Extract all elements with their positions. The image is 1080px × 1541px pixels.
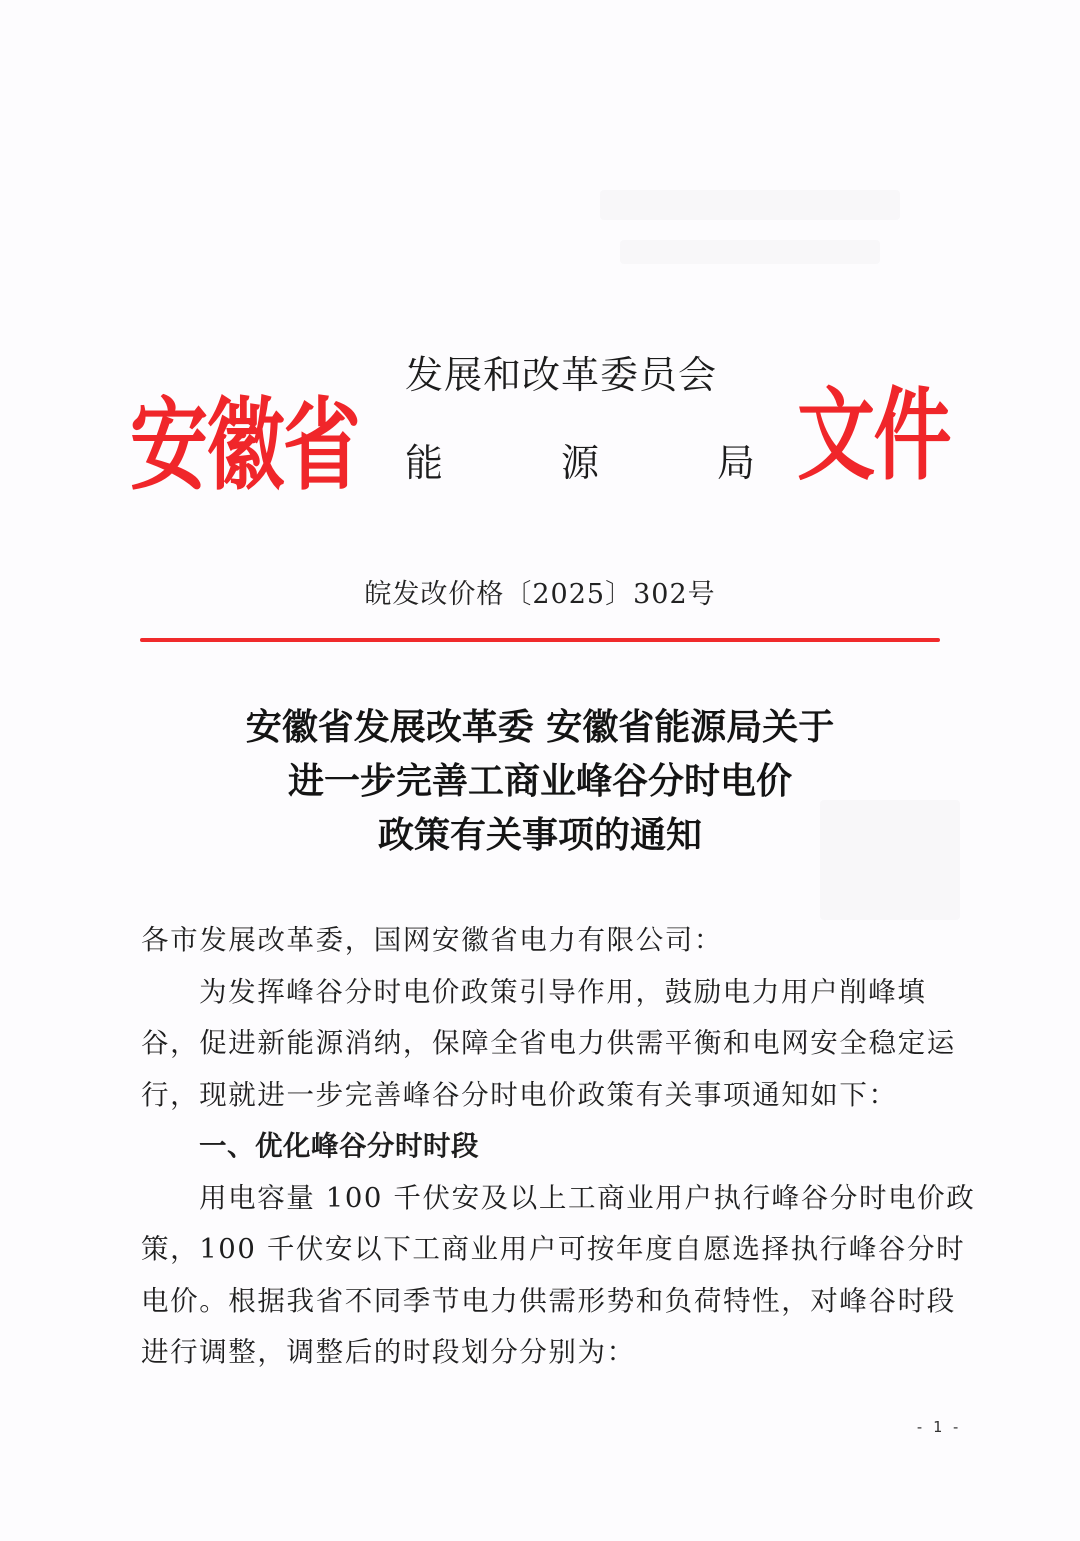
masthead-org-char: 能 bbox=[405, 441, 444, 485]
masthead-province: 安徽省 bbox=[130, 386, 360, 504]
paragraph-line: 进行调整，调整后的时段划分分别为： bbox=[141, 1336, 636, 1368]
masthead-org-char: 局 bbox=[716, 441, 755, 485]
masthead-org-char: 源 bbox=[560, 441, 599, 485]
document-title bbox=[0, 700, 1080, 862]
paragraph-line: 为发挥峰谷分时电价政策引导作用，鼓励电力用户削峰填 bbox=[199, 975, 927, 1008]
bleed-through-texture bbox=[620, 240, 880, 264]
title-line: 安徽省发展改革委 安徽省能源局关于 bbox=[245, 706, 835, 748]
paragraph-line: 电价。根据我省不同季节电力供需形势和负荷特性，对峰谷时段 bbox=[141, 1284, 956, 1317]
paragraph-line: 谷，促进新能源消纳，保障全省电力供需平衡和电网安全稳定运 bbox=[141, 1027, 956, 1059]
masthead bbox=[0, 340, 1080, 520]
paragraph-line: 行，现就进一步完善峰谷分时电价政策有关事项通知如下： bbox=[141, 1078, 898, 1111]
masthead-doc-type: 文件 bbox=[797, 376, 950, 494]
salutation: 各市发展改革委，国网安徽省电力有限公司： bbox=[141, 924, 723, 956]
document-number: 皖发改价格〔2025〕302号 bbox=[364, 579, 716, 610]
masthead-org-name-2 bbox=[405, 438, 755, 488]
title-line: 政策有关事项的通知 bbox=[377, 814, 702, 856]
title-line: 进一步完善工商业峰谷分时电价 bbox=[287, 760, 792, 802]
bleed-through-texture bbox=[600, 190, 900, 220]
section-heading: 一、优化峰谷分时时段 bbox=[199, 1130, 479, 1162]
masthead-org-name-1: 发展和改革委员会 bbox=[405, 353, 718, 397]
paragraph-line: 策，100 千伏安以下工商业用户可按年度自愿选择执行峰谷分时 bbox=[141, 1233, 966, 1265]
red-divider-line bbox=[140, 638, 940, 642]
page-number: - 1 - bbox=[915, 1418, 961, 1436]
paragraph-line: 用电容量 100 千伏安及以上工商业用户执行峰谷分时电价政 bbox=[199, 1181, 976, 1214]
document-body bbox=[141, 915, 976, 1379]
